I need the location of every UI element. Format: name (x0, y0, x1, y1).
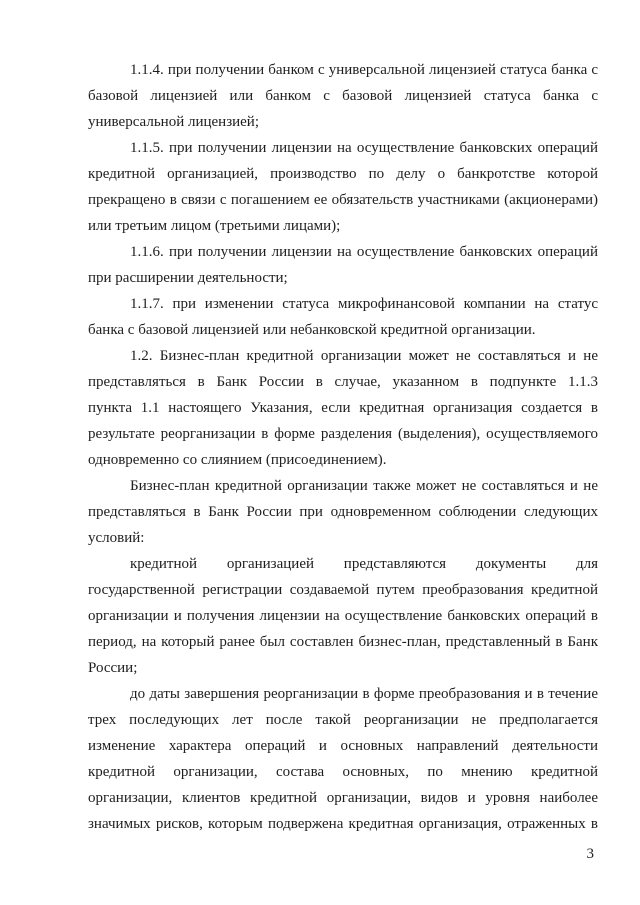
text-line: 1.1.7. при изменении статуса микрофинансовой компании на статус (130, 296, 598, 312)
text-line: представляться в Банк России при одновременном соблюдении следующих (88, 504, 598, 520)
text-line: пункта 1.1 настоящего Указания, если кредитная организация создается в (88, 400, 598, 416)
page-number: 3 (586, 846, 594, 862)
paragraph-1-1-6 (88, 239, 598, 291)
text-line: государственной регистрации создаваемой путем преобразования кредитной (88, 582, 598, 598)
text-line: при расширении деятельности; (88, 270, 288, 286)
text-line: 1.2. Бизнес-план кредитной организации может не составляться и не (130, 348, 598, 364)
paragraph-1-1-7 (88, 291, 598, 343)
paragraph-1-1-5 (88, 135, 598, 239)
text-line: или третьим лицом (третьими лицами); (88, 218, 341, 234)
text-line: результате реорганизации в форме разделения (выделения), осуществляемого (88, 426, 598, 442)
text-line: универсальной лицензией; (88, 114, 259, 130)
text-line: Бизнес-план кредитной организации также может не составляться и не (130, 478, 598, 494)
text-line: организации и получения лицензии на осуществление банковских операций в (88, 608, 598, 624)
text-line: организации, клиентов кредитной организации, видов и уровня наиболее (88, 790, 598, 806)
text-line: период, на который ранее был составлен бизнес-план, представленный в Банк (88, 634, 598, 650)
text-line: базовой лицензией или банком с базовой лицензией статуса банка с (88, 88, 598, 104)
paragraph-1-2 (88, 343, 598, 473)
text-block (88, 57, 598, 864)
text-line: условий: (88, 530, 145, 546)
text-line: кредитной организации, состава основных, по мнению кредитной (88, 764, 598, 780)
text-line: одновременно со слиянием (присоединением). (88, 452, 387, 468)
paragraph-condition-documents (88, 551, 598, 681)
text-line: прекращено в связи с погашением ее обязательств участниками (акционерами) (88, 192, 598, 208)
text-line: до даты завершения реорганизации в форме преобразования и в течение (130, 686, 598, 702)
text-line: 1.1.6. при получении лицензии на осуществление банковских операций (130, 244, 598, 260)
text-line: кредитной организацией, производство по делу о банкротстве которой (88, 166, 598, 182)
text-line: значимых рисков, которым подвержена кредитная организация, отраженных в (88, 816, 598, 832)
text-line: трех последующих лет после такой реорганизации не предполагается (88, 712, 598, 728)
text-line: банка с базовой лицензией или небанковской кредитной организации. (88, 322, 536, 338)
text-line: России; (88, 660, 138, 676)
paragraph-condition-no-changes (88, 681, 598, 837)
paragraph-1-1-4 (88, 57, 598, 135)
text-line: кредитной организацией представляются документы для (130, 556, 598, 572)
text-line: изменение характера операций и основных направлений деятельности (88, 738, 598, 754)
paragraph-bizplan-also-not-required (88, 473, 598, 551)
text-line: 1.1.5. при получении лицензии на осуществление банковских операций (130, 140, 598, 156)
text-line: представляться в Банк России в случае, указанном в подпункте 1.1.3 (88, 374, 598, 390)
text-line: 1.1.4. при получении банком с универсальной лицензией статуса банка с (130, 62, 598, 78)
